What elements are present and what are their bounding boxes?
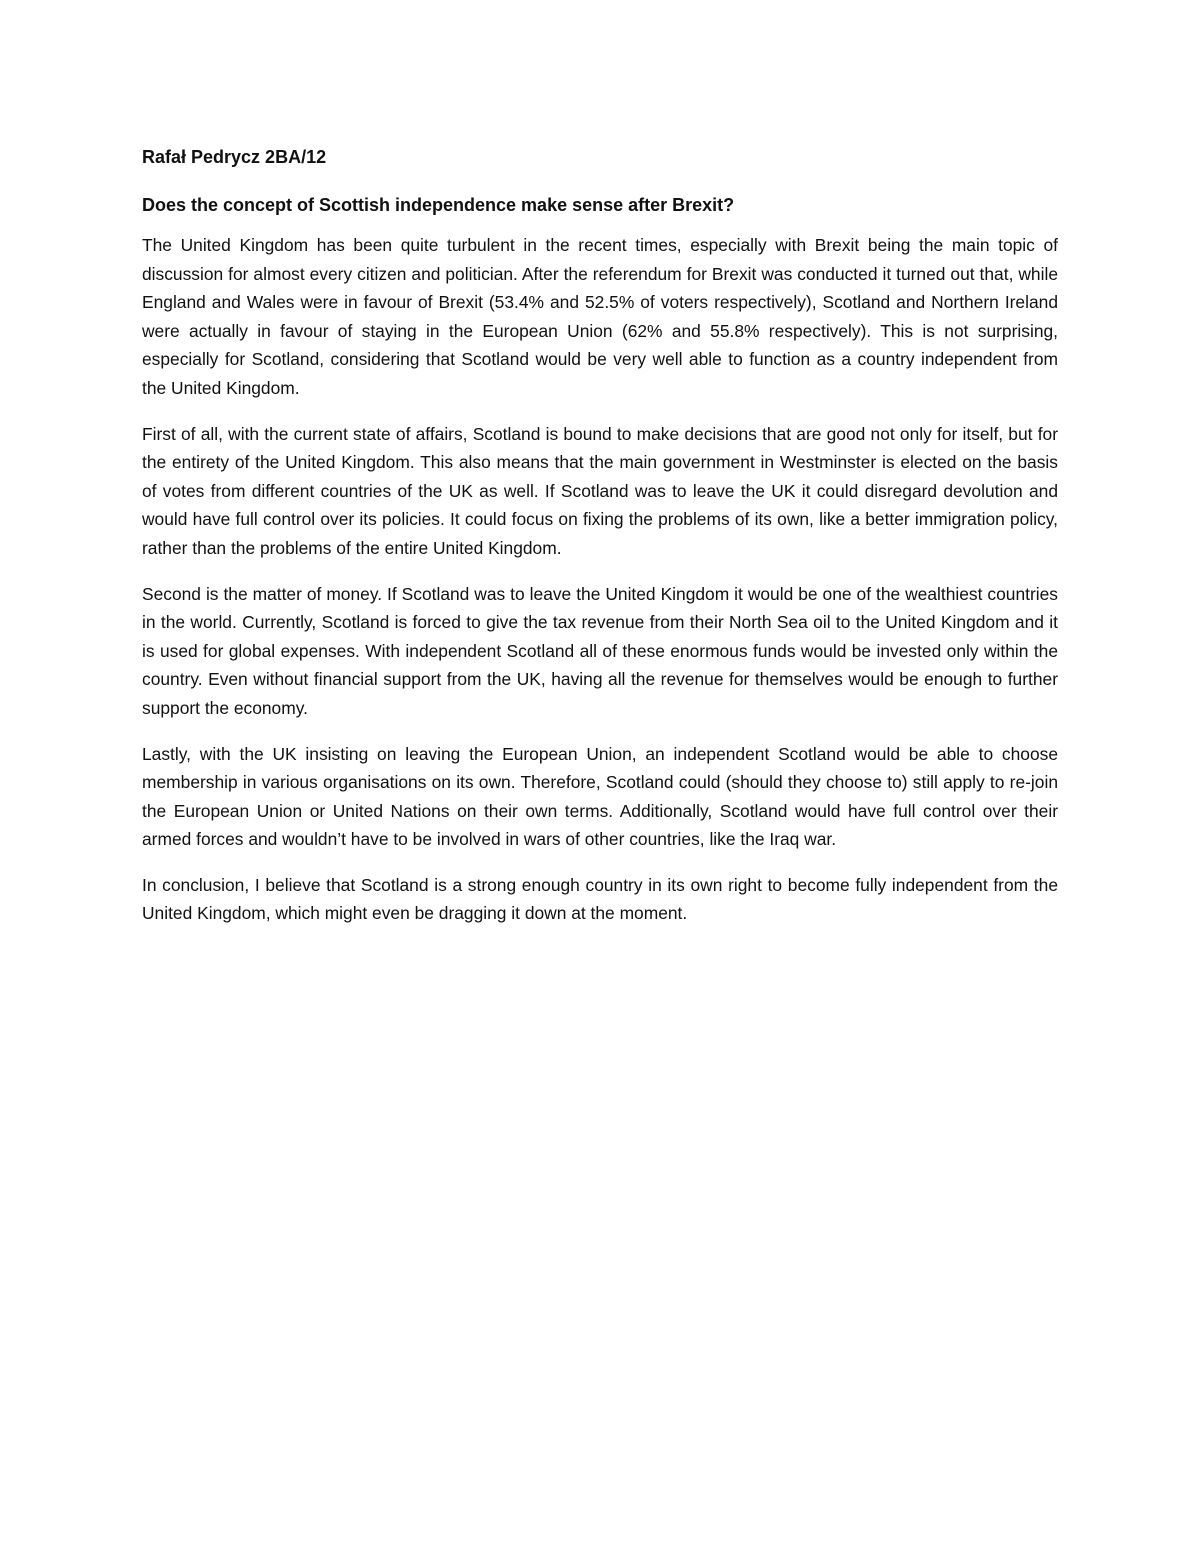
paragraph-second-point: Second is the matter of money. If Scotland was to leave the United Kingdom it would be one of the wealthiest countries in the world. Currently, Scotland is forced to give the tax revenue from their North Sea oil to the United Kingdom and it is used for global expenses. With independent Scotland all of these enormous funds would be invested only within the country. Even without financial support from the UK, having all the revenue for themselves would be enough to further support the economy. bbox=[142, 583, 1058, 718]
paragraph-first-point: First of all, with the current state of affairs, Scotland is bound to make decisions that are good not only for itself, but for the entirety of the United Kingdom. This also means that the main government in Westminster is elected on the basis of votes from different countries of the UK as well. If Scotland was to leave the UK it could disregard devolution and would have full control over its policies. It could focus on fixing the problems of its own, like a better immigration policy, rather than the problems of the entire United Kingdom. bbox=[142, 423, 1058, 558]
paragraph-third-point: Lastly, with the UK insisting on leaving the European Union, an independent Scotland would be able to choose membership in various organisations on its own. Therefore, Scotland could (should they choose to) still apply to re-join the European Union or United Nations on their own terms. Additionally, Scotland would have full control over their armed forces and wouldn’t have to be involved in wars of other countries, like the Iraq war. bbox=[142, 743, 1058, 850]
essay-title: Does the concept of Scottish independence make sense after Brexit? bbox=[142, 195, 735, 215]
author-line: Rafał Pedrycz 2BA/12 bbox=[142, 147, 327, 167]
document-body bbox=[142, 143, 1058, 945]
paragraph-conclusion: In conclusion, I believe that Scotland is a strong enough country in its own right to become fully independent from the United Kingdom, which might even be dragging it down at the moment. bbox=[142, 874, 1058, 924]
paragraph-intro: The United Kingdom has been quite turbulent in the recent times, especially with Brexit being the main topic of discussion for almost every citizen and politician. After the referendum for Brexit was conducted it turned out that, while England and Wales were in favour of Brexit (53.4% and 52.5% of voters respectively), Scotland and Northern Ireland were actually in favour of staying in the European Union (62% and 55.8% respectively). This is not surprising, especially for Scotland, considering that Scotland would be very well able to function as a country independent from the United Kingdom. bbox=[142, 235, 1058, 398]
